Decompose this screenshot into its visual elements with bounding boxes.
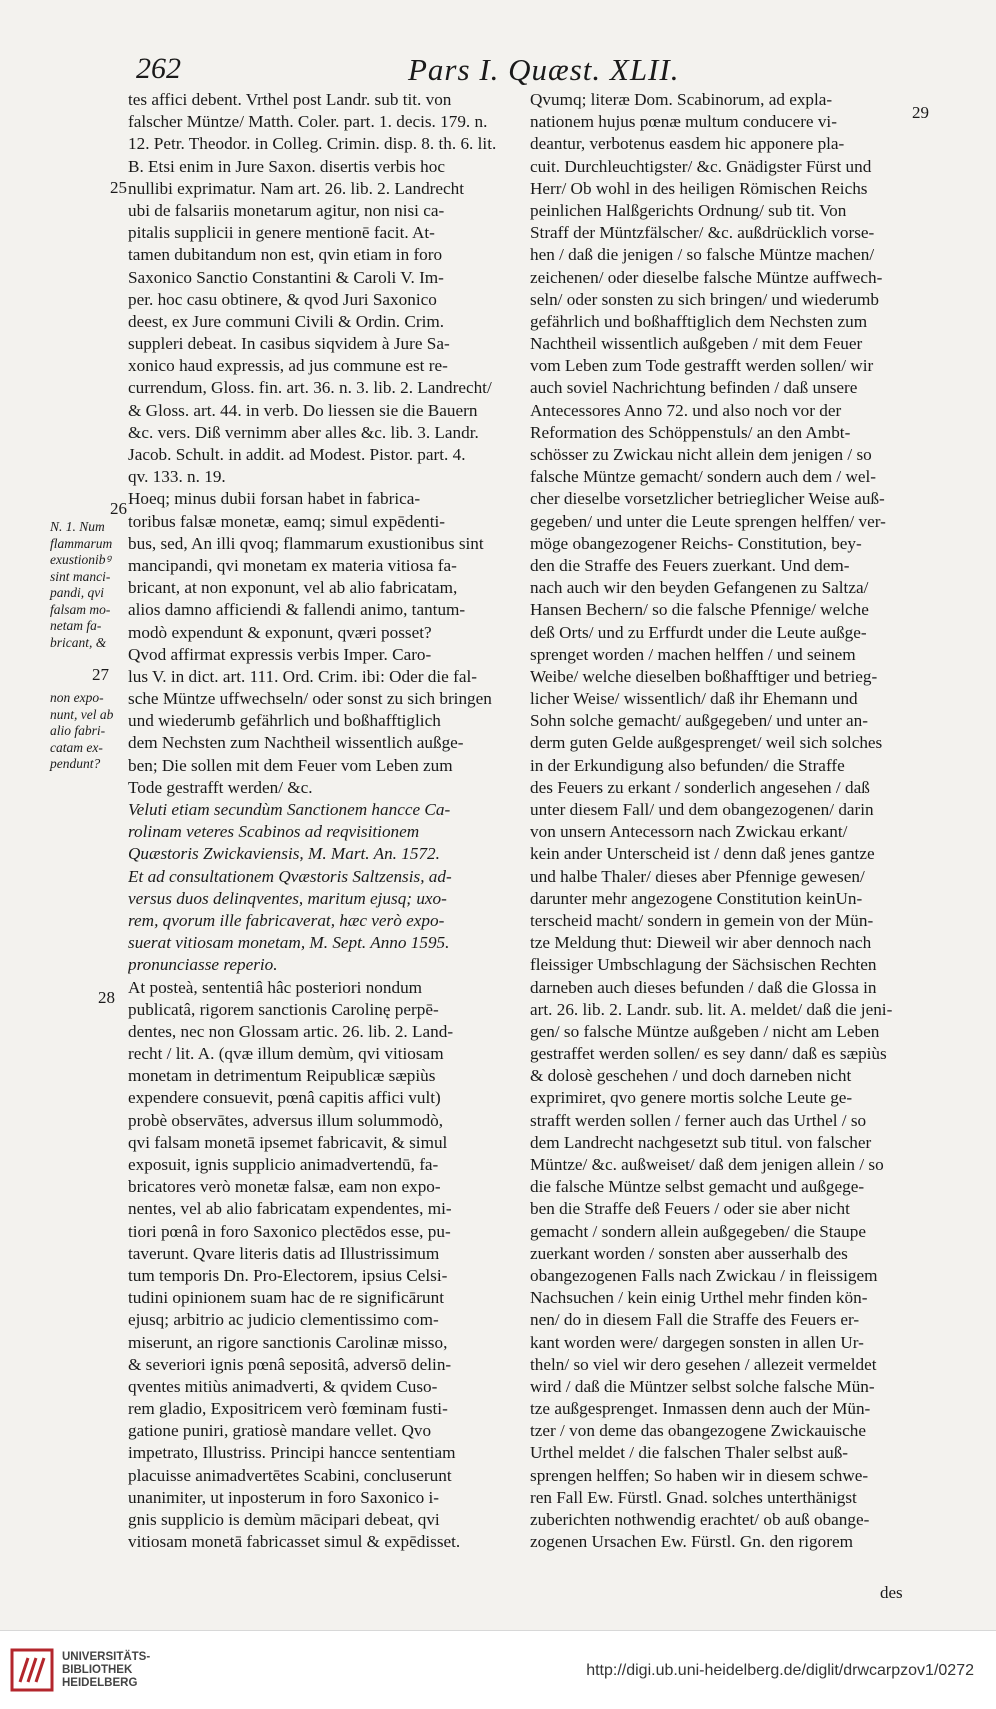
viewer-footer	[0, 1630, 996, 1709]
text-line: exprimiret, qvo genere mortis solche Leute ge-	[530, 1088, 853, 1108]
line-number-29: 29	[912, 103, 929, 122]
text-line: lus V. in dict. art. 111. Ord. Crim. ibi: Oder die fal-	[128, 666, 477, 686]
text-line: terscheid macht/ sondern in gemein von der Mün-	[530, 910, 874, 930]
text-line: Saxonico Sanctio Constantini & Caroli V. Im-	[128, 267, 444, 287]
catchword: des	[880, 1583, 903, 1602]
text-line: tze außgesprenget. Inmassen denn auch der Mün-	[530, 1399, 871, 1419]
text-line: ubi de falsariis monetarum agitur, non nisi ca-	[128, 200, 445, 220]
text-line: ben; Die sollen mit dem Feuer vom Leben zum	[128, 755, 453, 775]
text-line: dentes, nec non Glossam artic. 26. lib. 2. Land-	[128, 1021, 454, 1041]
left-text-column	[128, 89, 528, 1553]
text-line: gnis supplicio is demùm mācipari debeat, qvi	[128, 1510, 440, 1529]
text-line: nentes, vel ab alio fabricatam expendentes, mi-	[128, 1199, 452, 1219]
text-line: dem Landrecht nachgesetzt sub titul. von falscher	[530, 1132, 872, 1152]
text-line: miserunt, an rigore sanctionis Carolinæ misso,	[128, 1332, 448, 1352]
text-line: pitalis supplicii in genere mentionē facit. At-	[128, 223, 435, 243]
text-line: tes affici debent. Vrthel post Landr. sub tit. von	[128, 90, 452, 109]
text-line: Straff der Müntzfälscher/ &c. außdrücklich vorse-	[530, 223, 875, 243]
text-line: schösser zu Zwickau nicht allein dem jenigen / so	[530, 445, 872, 464]
text-line: deantur, verbotenus easdem hic apponere pla-	[530, 134, 845, 154]
text-line: recht / lit. A. (qvæ illum demùm, qvi vitiosam	[128, 1044, 444, 1064]
text-line: monetam in detrimentum Reipublicæ sæpiùs	[128, 1066, 436, 1086]
text-line: Urthel meldet / die falschen Thaler selbst auß-	[530, 1443, 849, 1463]
text-line: nach auch wir den beyden Gefangenen zu Saltza/	[530, 578, 869, 598]
text-line: & Gloss. art. 44. in verb. Do liessen sie die Bauern	[128, 400, 478, 420]
text-line: art. 26. lib. 2. Landr. sub. lit. A. meldet/ daß die jeni-	[530, 999, 893, 1019]
text-line: qvi falsam monetā ipsemet fabricavit, & simul	[128, 1132, 448, 1152]
line-number-26: 26	[110, 499, 127, 518]
text-line: Quæstoris Zwickaviensis, M. Mart. An. 1572.	[128, 844, 440, 864]
text-line: licher Weise/ wissentlich/ daß ihr Ehemann und	[530, 689, 858, 709]
text-line: sprenget worden / machen helffen / und seinem	[530, 644, 856, 664]
text-line: tiori pœnâ in foro Saxonico plectēdos esse, pu-	[128, 1221, 451, 1241]
text-line: des Feuers zu erkant / sonderlich angesehen / daß	[530, 777, 870, 797]
text-line: obangezogenen Falls nach Zwickau / in fleissigem	[530, 1265, 878, 1285]
text-line: Nachsuchen / kein einig Urthel mehr finden kön-	[530, 1288, 868, 1308]
text-line: hen / daß die jenigen / so falsche Müntze machen/	[530, 245, 875, 265]
library-name: UNIVERSITÄTS- BIBLIOTHEK HEIDELBERG	[62, 1651, 151, 1689]
text-line: sprengen helffen; So haben wir in diesem schwe-	[530, 1465, 869, 1485]
text-line: Hoeq; minus dubii forsan habet in fabrica-	[128, 489, 421, 509]
text-line: Antecessores Anno 72. und also noch vor der	[530, 400, 842, 420]
text-line: den die Straffe des Feuers zuerkant. Und dem-	[530, 555, 850, 575]
text-line: Tode gestrafft werden/ &c.	[128, 777, 313, 797]
text-line: xonico haud expressis, ad jus commune est re-	[128, 356, 448, 376]
text-line: von unsern Antecessorn nach Zwickau erkant/	[530, 822, 848, 842]
text-line: alios damno afficiendi & fallendi animo, tantum-	[128, 600, 466, 620]
text-line: darneben auch dieses befunden / daß die Glossa in	[530, 977, 877, 997]
text-line: tzer / von deme das obangezogene Zwickauische	[530, 1421, 866, 1441]
text-line: gefährlich und boßhafftiglich dem Nechsten zum	[530, 311, 868, 331]
library-logo-icon	[10, 1648, 54, 1692]
text-line: tamen dubitandum non est, qvin etiam in foro	[128, 245, 443, 265]
text-line: Weibe/ welche dieselben boßhafftiger und betrieg-	[530, 666, 878, 686]
text-line: theln/ so viel wir dero gesehen / allezeit vermeldet	[530, 1354, 877, 1374]
text-line: kein ander Unterscheid ist / denn daß jenes gantze	[530, 844, 875, 864]
text-line: bus, sed, An illi qvoq; flammarum exustionibus sint	[128, 533, 484, 553]
text-line: strafft werden sollen / ferner auch das Urthel / so	[530, 1110, 867, 1130]
text-line: ren Fall Ew. Fürstl. Gnad. solches unterthänigst	[530, 1487, 857, 1507]
text-line: ben die Straffe deß Feuers / oder sie aber nicht	[530, 1199, 850, 1219]
text-line: derm guten Gelde außgesprenget/ weil sich solches	[530, 733, 883, 753]
text-line: zeichenen/ oder dieselbe falsche Müntze auffwech-	[530, 267, 883, 287]
text-line: Et ad consultationem Qvæstoris Saltzensis, ad-	[128, 866, 452, 886]
text-line: publicatâ, rigorem sanctionis Carolinę perpē-	[128, 999, 439, 1019]
text-line: cher dieselbe vorsetzlicher betrieglicher Weise auß-	[530, 489, 885, 509]
text-line: und wiederumb gefährlich und boßhafftiglich	[128, 711, 441, 731]
text-line: Herr/ Ob wohl in des heiligen Römischen Reichs	[530, 178, 868, 198]
text-line: versus duos delinqventes, maritum ejusq; uxo-	[128, 888, 447, 908]
text-line: currendum, Gloss. fin. art. 36. n. 3. lib. 2. Landrecht/	[128, 378, 492, 398]
line-number-25: 25	[110, 178, 127, 197]
text-line: zogenen Ursachen Ew. Fürstl. Gn. den rigorem	[530, 1532, 853, 1552]
text-line: möge obangezogener Reichs- Constitution, bey-	[530, 533, 862, 553]
text-line: Jacob. Schult. in addit. ad Modest. Pistor. part. 4.	[128, 445, 466, 464]
text-line: Qvumq; literæ Dom. Scabinorum, ad expla-	[530, 90, 833, 109]
text-line: toribus falsæ monetæ, eamq; simul expēdenti-	[128, 511, 445, 531]
text-line: gestraffet werden sollen/ es sey dann/ daß es sæpiùs	[530, 1044, 887, 1064]
line-number-28: 28	[98, 988, 115, 1007]
text-line: rolinam veteres Scabinos ad reqvisitionem	[128, 822, 420, 842]
text-line: vom Leben zum Tode gestrafft werden sollen/ wir	[530, 356, 874, 376]
text-line: sche Müntze uffwechseln/ oder sonst zu sich bringen	[128, 689, 492, 709]
text-line: qventes mitiùs animadverti, & qvidem Cuso-	[128, 1376, 438, 1396]
text-line: deß Orts/ und zu Erffurdt under die Leute außge-	[530, 622, 867, 642]
text-line: modò expendunt & exponunt, qværi posset?	[128, 622, 432, 642]
text-line: seln/ oder sonsten zu sich bringen/ und wiederumb	[530, 289, 879, 309]
text-line: ejusq; arbitrio ac judicio clementissimo com-	[128, 1310, 439, 1330]
text-line: qv. 133. n. 19.	[128, 467, 226, 487]
text-line: gegeben/ und unter die Leute sprengen helffen/ ver-	[530, 511, 886, 531]
text-line: Reformation des Schöppenstuls/ an den Ambt-	[530, 422, 851, 442]
text-line: Müntze/ &c. außweiset/ daß dem jenigen allein / so	[530, 1155, 884, 1174]
text-line: gemacht / sondern allein außgegeben/ die Staupe	[530, 1221, 866, 1241]
text-line: rem, qvorum ille fabricaverat, hæc verò expo-	[128, 910, 445, 930]
text-line: vitiosam monetā fabricasset simul & expēdisset.	[128, 1532, 461, 1552]
text-line: auch soviel Nachrichtung befinden / daß unsere	[530, 378, 858, 398]
text-line: Nachtheil wissentlich außgeben / mit dem Feuer	[530, 334, 863, 354]
text-line: bricant, at non exponunt, vel ab alio fabricatam,	[128, 578, 458, 598]
text-line: probè observātes, adversus illum solummodò,	[128, 1110, 444, 1130]
text-line: impetrato, Illustriss. Principi hancce sententiam	[128, 1443, 456, 1463]
text-line: in der Erkundigung also befunden/ die Straffe	[530, 755, 845, 775]
text-line: exposuit, ignis supplicio animadvertendū, fa-	[128, 1155, 439, 1174]
text-line: taverunt. Qvare literis datis ad Illustrissimum	[128, 1243, 440, 1263]
page-number: 262	[136, 52, 181, 85]
text-line: per. hoc casu obtinere, & qvod Juri Saxonico	[128, 289, 437, 309]
text-line: cuit. Durchleuchtigster/ &c. Gnädigster Fürst und	[530, 156, 872, 176]
text-line: rem gladio, Expositricem verò fœminam fusti-	[128, 1399, 448, 1419]
text-line: & severiori ignis pœnâ sepositâ, adversō delin-	[128, 1354, 452, 1374]
text-line: wird / daß die Müntzer selbst solche falsche Mün-	[530, 1376, 875, 1396]
line-number-27: 27	[92, 665, 109, 684]
text-line: &c. vers. Diß vernimm aber alles &c. lib. 3. Landr.	[128, 422, 479, 442]
text-line: gen/ so falsche Müntze außgeben / nicht am Leben	[530, 1021, 880, 1041]
text-line: falscher Müntze/ Matth. Coler. part. 1. decis. 179. n.	[128, 112, 488, 132]
text-line: bricatores verò monetæ falsæ, eam non expo-	[128, 1177, 441, 1197]
text-line: dem Nechsten zum Nachtheil wissentlich außge-	[128, 733, 464, 753]
text-line: Hansen Bechern/ so die falsche Pfennige/ welche	[530, 600, 869, 620]
text-line: darunter mehr angezogene Constitution keinUn-	[530, 888, 863, 908]
text-line: mancipandi, qvi monetam ex materia vitiosa fa-	[128, 555, 457, 575]
right-text-column	[530, 89, 927, 1553]
text-line: At posteà, sententiâ hâc posteriori nondum	[128, 977, 423, 997]
text-line: zuerkant worden / sonsten aber ausserhalb des	[530, 1243, 848, 1263]
text-line: und halbe Thaler/ dieses aber Pfennige gewesen/	[530, 866, 865, 886]
text-line: nationem hujus pœnæ multum conducere vi-	[530, 112, 837, 132]
text-line: nullibi exprimatur. Nam art. 26. lib. 2. Landrecht	[128, 178, 465, 198]
text-line: gatione puniri, gratiosè mandare vellet. Qvo	[128, 1421, 432, 1441]
text-line: suerat vitiosam monetam, M. Sept. Anno 1595.	[128, 933, 450, 953]
text-line: tudini opinionem suam hac de re significārunt	[128, 1288, 444, 1308]
text-line: tum temporis Dn. Pro-Electorem, ipsius Celsi-	[128, 1265, 448, 1285]
text-line: kant worden were/ dargegen sonsten in allen Ur-	[530, 1332, 864, 1352]
text-line: 12. Petr. Theodor. in Colleg. Crimin. disp. 8. th. 6. lit.	[128, 134, 497, 154]
text-line: peinlichen Halßgerichts Ordnung/ sub tit. Von	[530, 200, 847, 220]
text-line: Veluti etiam secundùm Sanctionem hancce Ca-	[128, 800, 451, 819]
text-line: expendere consuevit, pœnâ capitis affici vult)	[128, 1088, 441, 1108]
running-head: Pars I. Quæst. XLII.	[408, 52, 680, 87]
text-line: tze Meldung thut: Dieweil wir aber dennoch nach	[530, 933, 872, 953]
page-url-link[interactable]: http://digi.ub.uni-heidelberg.de/diglit/drwcarpzov1/0272	[586, 1662, 974, 1679]
marginal-note: non expo- nunt, vel ab alio fabri- catam ex- pendunt?	[50, 690, 114, 771]
text-line: deest, ex Jure communi Civili & Ordin. Crim.	[128, 311, 445, 331]
text-line: & dolosè geschehen / und doch darneben nicht	[530, 1066, 852, 1086]
text-line: unter diesem Fall/ und dem obangezogenen/ darin	[530, 800, 874, 819]
text-line: nen/ do in diesem Fall die Straffe des Feuers er-	[530, 1310, 860, 1330]
text-line: unanimiter, ut inposterum in foro Saxonico i-	[128, 1487, 440, 1507]
page-header	[130, 52, 960, 92]
text-line: falsche Müntze gemacht/ sondern auch dem / wel-	[530, 467, 877, 487]
text-line: B. Etsi enim in Jure Saxon. disertis verbis hoc	[128, 156, 445, 176]
text-line: placuisse animadvertētes Scabini, concluserunt	[128, 1465, 452, 1485]
text-line: Sohn solche gemacht/ außgegeben/ und unter an-	[530, 711, 868, 731]
marginal-note: N. 1. Num flammarum exustionibꝰ sint manci- pandi, qvi falsam mo- netam fa- bricant, &	[50, 519, 113, 650]
text-line: die falsche Müntze selbst gemacht und außgege-	[530, 1177, 865, 1197]
text-line: suppleri debeat. In casibus siqvidem à Jure Sa-	[128, 334, 450, 354]
text-line: pronunciasse reperio.	[128, 955, 278, 975]
text-line: fleissiger Umbschlagung der Sächsischen Rechten	[530, 955, 877, 975]
text-line: Qvod affirmat expressis verbis Imper. Caro-	[128, 644, 432, 664]
text-line: zuberichten nothwendig erachtet/ ob auß obange-	[530, 1510, 870, 1529]
